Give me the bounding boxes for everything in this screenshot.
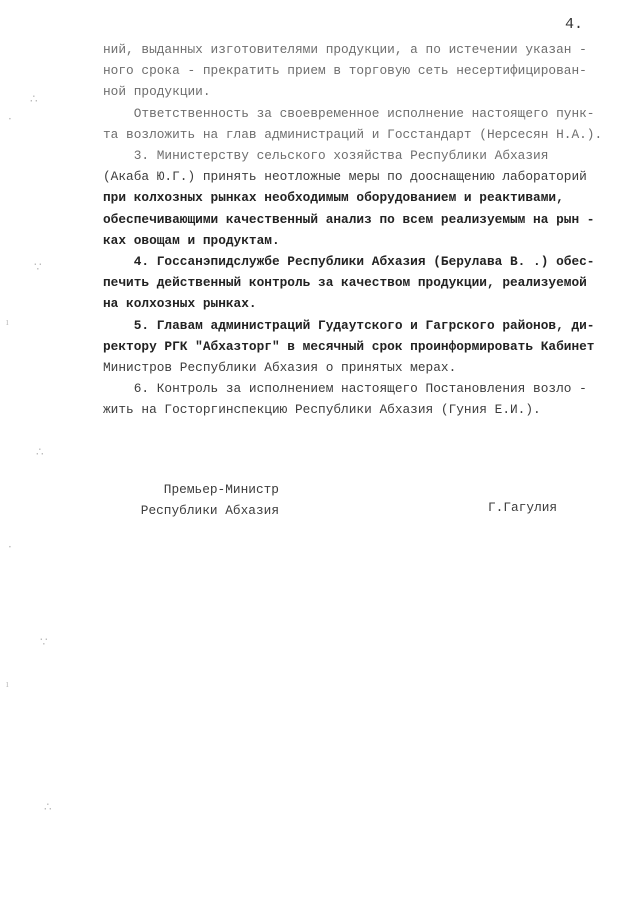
- margin-mark: ˡ: [6, 318, 9, 332]
- text-line: жить на Госторгинспекцию Республики Абхазия (Гуния Е.И.).: [103, 402, 541, 418]
- margin-mark: ·: [8, 540, 12, 554]
- signatory-title-line: Республики Абхазия: [140, 503, 279, 519]
- signatory-title-line: Премьер-Министр: [163, 482, 279, 497]
- text-line: ках овощам и продуктам.: [103, 232, 280, 248]
- margin-mark: ∵: [40, 635, 48, 649]
- text-line: на колхозных рынках.: [103, 296, 257, 312]
- text-line: 5. Главам администраций Гудаутского и Гагрского районов, ди-: [103, 317, 595, 333]
- text-line: обеспечивающими качественный анализ по всем реализуемым на рын -: [103, 211, 595, 227]
- margin-mark: ·: [8, 112, 12, 126]
- text-line: та возложить на глав администраций и Госстандарт (Нерсесян Н.А.).: [103, 126, 603, 142]
- text-line: 3. Министерству сельского хозяйства Республики Абхазия: [103, 148, 549, 164]
- text-line: Министров Республики Абхазия о принятых мерах.: [103, 360, 457, 376]
- text-line: ного срока - прекратить прием в торговую сеть несертифицирован-: [103, 63, 587, 79]
- text-line: 4. Госсанэпидслужбе Республики Абхазия (Берулава В. .) обес-: [103, 254, 595, 270]
- text-line: печить действенный контроль за качеством продукции, реализуемой: [103, 275, 587, 291]
- signatory-title: [138, 479, 279, 521]
- margin-mark: ˡ: [6, 680, 9, 694]
- text-line: при колхозных рынках необходимым оборудованием и реактивами,: [103, 190, 564, 206]
- page-number: 4.: [565, 16, 584, 33]
- margin-mark: ∵: [34, 260, 42, 274]
- text-line: (Акаба Ю.Г.) принять неотложные меры по дооснащению лабораторий: [103, 169, 587, 185]
- text-line: 6. Контроль за исполнением настоящего Постановления возло -: [103, 381, 587, 397]
- signatory-name: Г.Гагулия: [488, 500, 558, 515]
- margin-mark: ∴: [36, 445, 44, 459]
- text-line: ной продукции.: [103, 84, 211, 100]
- text-line: Ответственность за своевременное исполнение настоящего пунк-: [103, 105, 595, 121]
- text-line: ректору РГК "Абхазторг" в месячный срок проинформировать Кабинет: [103, 338, 595, 354]
- text-line: ний, выданных изготовителями продукции, а по истечении указан -: [103, 42, 587, 57]
- margin-mark: ∴: [30, 92, 38, 106]
- resolution-text: [103, 39, 603, 421]
- margin-mark: ∴: [44, 800, 52, 814]
